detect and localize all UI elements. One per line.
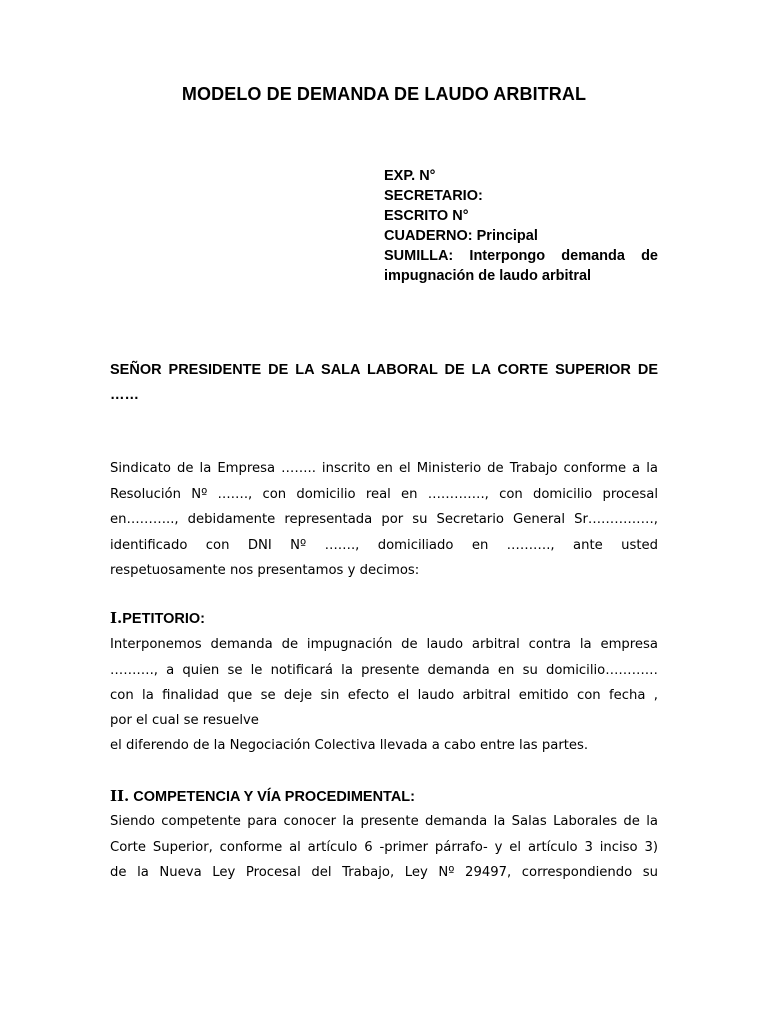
competencia-line: Corte Superior, conforme al artículo 6 -primer párrafo- y el artículo 3 inciso 3)	[110, 839, 658, 855]
document-title: MODELO DE DEMANDA DE LAUDO ARBITRAL	[181, 84, 587, 104]
competencia-line: de la Nueva Ley Procesal del Trabajo, Ley Nº 29497, correspondiendo su	[110, 865, 658, 880]
section-number: I.	[110, 609, 123, 627]
petitorio-line: Interponemos demanda de impugnación de laudo arbitral contra la empresa	[110, 637, 658, 652]
intro-line: en……….., debidamente representada por su Secretario General Sr……………,	[110, 512, 658, 527]
petitorio-line: con la finalidad que se deje sin efecto el laudo arbitral emitido con fecha ,	[110, 688, 658, 703]
petitorio-line: el diferendo de la Negociación Colectiva llevada a cabo entre las partes.	[110, 737, 589, 753]
sumilla-label: SUMILLA: Interpongo demanda de impugnación de laudo arbitral	[384, 248, 658, 284]
petitorio-paragraph	[110, 632, 658, 758]
expediente-label: EXP. N°	[384, 168, 436, 184]
section-title: COMPETENCIA Y VÍA PROCEDIMENTAL:	[133, 789, 415, 805]
petitorio-line: ………., a quien se le notificará la presente demanda en su domicilio…………	[110, 662, 658, 678]
section-number: II.	[110, 787, 130, 805]
petitorio-line: por el cual se resuelve	[110, 712, 259, 728]
section-heading-competencia	[110, 787, 415, 805]
intro-line: identificado con DNI Nº ……., domiciliado en ………., ante usted	[110, 537, 658, 553]
section-title: PETITORIO:	[122, 611, 205, 627]
cuaderno-label: CUADERNO: Principal	[384, 228, 538, 244]
intro-paragraph	[110, 456, 658, 584]
competencia-line: Siendo competente para conocer la presente demanda la Salas Laborales de la	[110, 814, 658, 829]
competencia-paragraph	[110, 809, 658, 886]
section-heading-petitorio	[110, 609, 205, 627]
addressee: SEÑOR PRESIDENTE DE LA SALA LABORAL DE LA CORTE SUPERIOR DE ……	[110, 362, 658, 403]
secretario-label: SECRETARIO:	[384, 188, 483, 204]
intro-line: Resolución Nº ……., con domicilio real en …………., con domicilio procesal	[110, 486, 658, 502]
escrito-label: ESCRITO N°	[384, 208, 469, 224]
intro-line: respetuosamente nos presentamos y decimos:	[110, 563, 420, 578]
intro-line: Sindicato de la Empresa …….. inscrito en el Ministerio de Trabajo conforme a la	[110, 461, 658, 476]
filing-header	[384, 166, 658, 286]
